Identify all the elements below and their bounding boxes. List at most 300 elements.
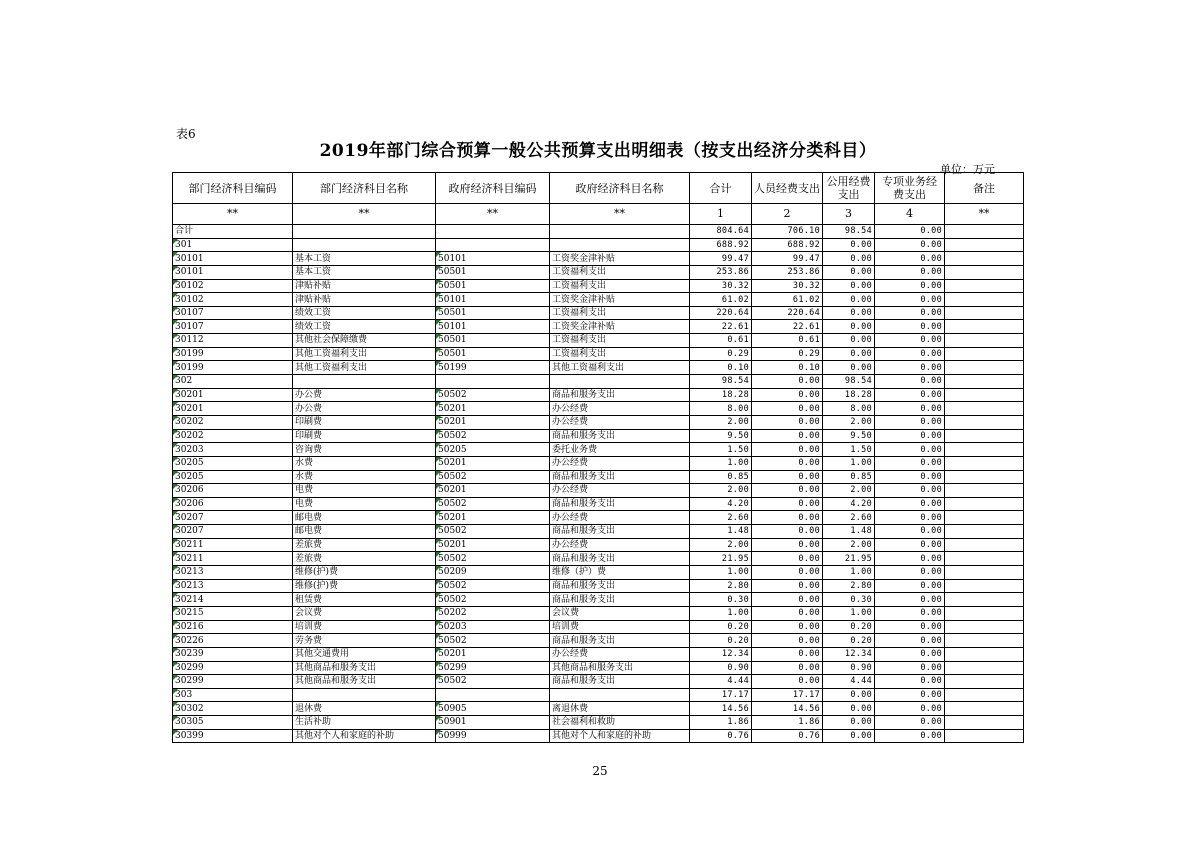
gov-name-cell: 工资福利支出 [550,334,690,348]
table-row [173,225,1024,239]
total-cell: 0.76 [690,729,752,743]
public-cell: 0.00 [823,306,875,320]
public-cell: 21.95 [823,552,875,566]
special-cell: 0.00 [875,415,945,429]
gov-name-cell: 工资福利支出 [550,279,690,293]
special-cell: 0.00 [875,593,945,607]
personnel-cell: 0.00 [752,497,823,511]
note-cell [945,552,1024,566]
dept-code-cell: 30215 [173,606,293,620]
table-row [173,593,1024,607]
special-cell: 0.00 [875,484,945,498]
dept-code-cell: 30101 [173,252,293,266]
note-cell [945,647,1024,661]
table-row [173,402,1024,416]
gov-name-cell: 商品和服务支出 [550,675,690,689]
gov-name-cell [550,238,690,252]
gov-code-cell [436,238,550,252]
special-cell: 0.00 [875,456,945,470]
public-cell: 0.20 [823,620,875,634]
table-row [173,456,1024,470]
dept-code-cell: 30206 [173,497,293,511]
table-row [173,634,1024,648]
dept-code-cell: 合计 [173,225,293,239]
personnel-cell: 0.29 [752,347,823,361]
subheader-cell: ** [173,204,293,225]
public-cell: 2.60 [823,511,875,525]
personnel-cell: 1.86 [752,716,823,730]
header-gov-code: 政府经济科目编码 [436,173,550,204]
dept-name-cell: 培训费 [293,620,436,634]
note-cell [945,293,1024,307]
note-cell [945,716,1024,730]
subheader-cell: 1 [690,204,752,225]
dept-code-cell: 30239 [173,647,293,661]
note-cell [945,634,1024,648]
gov-code-cell: 50502 [436,579,550,593]
dept-name-cell: 会议费 [293,606,436,620]
total-cell: 22.61 [690,320,752,334]
special-cell: 0.00 [875,675,945,689]
gov-code-cell: 50201 [436,402,550,416]
total-cell: 1.00 [690,456,752,470]
dept-name-cell: 维修(护)费 [293,566,436,580]
note-cell [945,566,1024,580]
special-cell: 0.00 [875,729,945,743]
gov-name-cell: 商品和服务支出 [550,388,690,402]
table-row [173,265,1024,279]
gov-code-cell: 50299 [436,661,550,675]
gov-code-cell: 50502 [436,675,550,689]
total-cell: 804.64 [690,225,752,239]
dept-name-cell: 其他社会保障缴费 [293,334,436,348]
dept-name-cell: 水费 [293,470,436,484]
total-cell: 1.86 [690,716,752,730]
personnel-cell: 0.61 [752,334,823,348]
dept-name-cell: 其他商品和服务支出 [293,661,436,675]
public-cell: 2.80 [823,579,875,593]
dept-code-cell: 30203 [173,443,293,457]
header-note: 备注 [945,173,1024,204]
personnel-cell: 0.00 [752,579,823,593]
public-cell: 98.54 [823,375,875,389]
personnel-cell: 0.00 [752,552,823,566]
table-row [173,306,1024,320]
gov-code-cell: 50101 [436,293,550,307]
personnel-cell: 0.00 [752,402,823,416]
public-cell: 4.20 [823,497,875,511]
special-cell: 0.00 [875,347,945,361]
note-cell [945,484,1024,498]
note-cell [945,361,1024,375]
note-cell [945,279,1024,293]
dept-code-cell: 30102 [173,293,293,307]
gov-code-cell: 50502 [436,593,550,607]
total-cell: 2.00 [690,415,752,429]
dept-code-cell: 303 [173,688,293,702]
public-cell: 2.00 [823,538,875,552]
dept-name-cell: 电费 [293,497,436,511]
special-cell: 0.00 [875,716,945,730]
public-cell: 0.00 [823,334,875,348]
subheader-cell: 3 [823,204,875,225]
dept-code-cell: 30101 [173,265,293,279]
total-cell: 2.00 [690,538,752,552]
total-cell: 21.95 [690,552,752,566]
table-row [173,579,1024,593]
personnel-cell: 0.00 [752,443,823,457]
gov-name-cell: 办公经费 [550,415,690,429]
note-cell [945,388,1024,402]
gov-code-cell [436,688,550,702]
public-cell: 98.54 [823,225,875,239]
dept-name-cell: 维修(护)费 [293,579,436,593]
special-cell: 0.00 [875,429,945,443]
gov-code-cell: 50502 [436,429,550,443]
personnel-cell: 0.00 [752,511,823,525]
special-cell: 0.00 [875,238,945,252]
dept-name-cell: 水费 [293,456,436,470]
gov-name-cell: 办公经费 [550,402,690,416]
dept-name-cell: 其他工资福利支出 [293,347,436,361]
dept-name-cell: 其他工资福利支出 [293,361,436,375]
dept-code-cell: 30299 [173,661,293,675]
personnel-cell: 0.00 [752,647,823,661]
note-cell [945,429,1024,443]
public-cell: 0.00 [823,716,875,730]
table-row [173,647,1024,661]
dept-name-cell: 租赁费 [293,593,436,607]
note-cell [945,579,1024,593]
special-cell: 0.00 [875,375,945,389]
note-cell [945,443,1024,457]
dept-name-cell: 退休费 [293,702,436,716]
gov-code-cell: 50501 [436,306,550,320]
dept-name-cell: 劳务费 [293,634,436,648]
special-cell: 0.00 [875,320,945,334]
total-cell: 2.00 [690,484,752,498]
gov-name-cell: 工资福利支出 [550,347,690,361]
note-cell [945,456,1024,470]
total-cell: 12.34 [690,647,752,661]
gov-name-cell: 商品和服务支出 [550,593,690,607]
unit-label: 单位：万元 [940,163,995,176]
dept-name-cell: 津贴补贴 [293,279,436,293]
table-row [173,347,1024,361]
gov-name-cell: 商品和服务支出 [550,634,690,648]
total-cell: 98.54 [690,375,752,389]
gov-name-cell: 培训费 [550,620,690,634]
table-row [173,525,1024,539]
gov-code-cell: 50201 [436,511,550,525]
note-cell [945,252,1024,266]
note-cell [945,225,1024,239]
dept-code-cell: 30201 [173,388,293,402]
gov-code-cell: 50502 [436,388,550,402]
public-cell: 0.00 [823,347,875,361]
personnel-cell: 30.32 [752,279,823,293]
personnel-cell: 14.56 [752,702,823,716]
special-cell: 0.00 [875,388,945,402]
personnel-cell: 0.00 [752,675,823,689]
gov-code-cell: 50201 [436,484,550,498]
gov-name-cell: 工资奖金津补贴 [550,252,690,266]
special-cell: 0.00 [875,306,945,320]
table-row [173,443,1024,457]
special-cell: 0.00 [875,279,945,293]
gov-code-cell [436,225,550,239]
total-cell: 14.56 [690,702,752,716]
gov-code-cell: 50203 [436,620,550,634]
dept-name-cell [293,688,436,702]
public-cell: 1.00 [823,566,875,580]
special-cell: 0.00 [875,688,945,702]
table-row [173,238,1024,252]
public-cell: 18.28 [823,388,875,402]
note-cell [945,675,1024,689]
personnel-cell: 0.00 [752,388,823,402]
table-row [173,361,1024,375]
table-number: 表6 [176,127,196,141]
note-cell [945,238,1024,252]
total-cell: 0.20 [690,620,752,634]
dept-code-cell: 30299 [173,675,293,689]
total-cell: 1.48 [690,525,752,539]
public-cell: 0.00 [823,702,875,716]
personnel-cell: 706.10 [752,225,823,239]
dept-name-cell [293,375,436,389]
note-cell [945,661,1024,675]
dept-name-cell: 基本工资 [293,252,436,266]
special-cell: 0.00 [875,252,945,266]
dept-name-cell: 差旅费 [293,538,436,552]
special-cell: 0.00 [875,511,945,525]
total-cell: 1.00 [690,606,752,620]
header-dept-name: 部门经济科目名称 [293,173,436,204]
personnel-cell: 688.92 [752,238,823,252]
special-cell: 0.00 [875,361,945,375]
special-cell: 0.00 [875,552,945,566]
dept-code-cell: 30205 [173,470,293,484]
special-cell: 0.00 [875,265,945,279]
dept-code-cell: 30201 [173,402,293,416]
special-cell: 0.00 [875,566,945,580]
personnel-cell: 0.00 [752,606,823,620]
dept-name-cell: 办公费 [293,388,436,402]
gov-name-cell [550,375,690,389]
note-cell [945,606,1024,620]
special-cell: 0.00 [875,443,945,457]
personnel-cell: 0.00 [752,634,823,648]
header-public: 公用经费支出 [823,173,875,204]
gov-code-cell: 50502 [436,470,550,484]
dept-code-cell: 30207 [173,511,293,525]
table-row [173,470,1024,484]
personnel-cell: 0.00 [752,456,823,470]
table-row [173,388,1024,402]
dept-name-cell: 差旅费 [293,552,436,566]
dept-name-cell: 咨询费 [293,443,436,457]
public-cell: 12.34 [823,647,875,661]
table-row [173,279,1024,293]
public-cell: 0.90 [823,661,875,675]
gov-name-cell: 其他商品和服务支出 [550,661,690,675]
dept-code-cell: 301 [173,238,293,252]
table-body [173,225,1024,743]
dept-code-cell: 30205 [173,456,293,470]
table-row [173,716,1024,730]
header-total: 合计 [690,173,752,204]
gov-code-cell: 50501 [436,334,550,348]
dept-name-cell [293,225,436,239]
header-row [173,173,1024,204]
gov-name-cell: 维修（护）费 [550,566,690,580]
total-cell: 1.00 [690,566,752,580]
gov-name-cell: 办公经费 [550,511,690,525]
total-cell: 253.86 [690,265,752,279]
table-row [173,538,1024,552]
dept-code-cell: 30226 [173,634,293,648]
total-cell: 8.00 [690,402,752,416]
personnel-cell: 61.02 [752,293,823,307]
total-cell: 0.10 [690,361,752,375]
table-row [173,293,1024,307]
header-gov-name: 政府经济科目名称 [550,173,690,204]
gov-name-cell: 工资奖金津补贴 [550,320,690,334]
table-row [173,484,1024,498]
gov-code-cell: 50502 [436,497,550,511]
table-row [173,729,1024,743]
dept-code-cell: 30107 [173,320,293,334]
note-cell [945,470,1024,484]
public-cell: 1.50 [823,443,875,457]
gov-name-cell: 其他工资福利支出 [550,361,690,375]
public-cell: 1.48 [823,525,875,539]
gov-code-cell: 50209 [436,566,550,580]
total-cell: 9.50 [690,429,752,443]
total-cell: 0.30 [690,593,752,607]
dept-code-cell: 30199 [173,347,293,361]
gov-code-cell: 50905 [436,702,550,716]
gov-name-cell: 工资福利支出 [550,306,690,320]
gov-code-cell: 50205 [436,443,550,457]
table-row [173,252,1024,266]
dept-name-cell: 其他商品和服务支出 [293,675,436,689]
dept-name-cell: 办公费 [293,402,436,416]
gov-code-cell: 50999 [436,729,550,743]
total-cell: 1.50 [690,443,752,457]
gov-name-cell: 商品和服务支出 [550,470,690,484]
note-cell [945,375,1024,389]
dept-code-cell: 30107 [173,306,293,320]
dept-code-cell: 30211 [173,552,293,566]
gov-code-cell: 50502 [436,525,550,539]
public-cell: 2.00 [823,415,875,429]
personnel-cell: 0.00 [752,415,823,429]
dept-name-cell: 印刷费 [293,429,436,443]
gov-name-cell: 委托业务费 [550,443,690,457]
dept-name-cell: 印刷费 [293,415,436,429]
note-cell [945,511,1024,525]
special-cell: 0.00 [875,634,945,648]
table-row [173,511,1024,525]
special-cell: 0.00 [875,470,945,484]
public-cell: 0.00 [823,279,875,293]
total-cell: 4.44 [690,675,752,689]
special-cell: 0.00 [875,497,945,511]
gov-code-cell: 50502 [436,634,550,648]
total-cell: 4.20 [690,497,752,511]
gov-name-cell: 商品和服务支出 [550,429,690,443]
note-cell [945,306,1024,320]
gov-code-cell: 50501 [436,279,550,293]
gov-code-cell: 50201 [436,538,550,552]
gov-name-cell: 离退休费 [550,702,690,716]
total-cell: 0.29 [690,347,752,361]
dept-code-cell: 30399 [173,729,293,743]
public-cell: 0.00 [823,265,875,279]
dept-name-cell: 其他对个人和家庭的补助 [293,729,436,743]
dept-name-cell: 生活补助 [293,716,436,730]
dept-code-cell: 30202 [173,415,293,429]
table-row [173,429,1024,443]
gov-name-cell: 工资福利支出 [550,265,690,279]
special-cell: 0.00 [875,293,945,307]
header-dept-code: 部门经济科目编码 [173,173,293,204]
gov-code-cell: 50199 [436,361,550,375]
special-cell: 0.00 [875,525,945,539]
dept-code-cell: 30207 [173,525,293,539]
public-cell: 0.30 [823,593,875,607]
dept-name-cell [293,238,436,252]
table-row [173,375,1024,389]
table-row [173,702,1024,716]
personnel-cell: 0.00 [752,484,823,498]
subheader-cell: 2 [752,204,823,225]
public-cell: 0.00 [823,688,875,702]
dept-code-cell: 30214 [173,593,293,607]
personnel-cell: 0.00 [752,538,823,552]
personnel-cell: 99.47 [752,252,823,266]
gov-code-cell: 50201 [436,415,550,429]
gov-name-cell [550,225,690,239]
note-cell [945,320,1024,334]
page-number: 25 [592,764,608,778]
dept-code-cell: 30202 [173,429,293,443]
gov-name-cell: 工资奖金津补贴 [550,293,690,307]
public-cell: 0.00 [823,320,875,334]
gov-code-cell: 50101 [436,320,550,334]
gov-code-cell: 50901 [436,716,550,730]
gov-name-cell [550,688,690,702]
gov-name-cell: 商品和服务支出 [550,579,690,593]
total-cell: 30.32 [690,279,752,293]
gov-code-cell: 50201 [436,647,550,661]
subheader-cell: ** [945,204,1024,225]
dept-name-cell: 绩效工资 [293,320,436,334]
dept-code-cell: 30199 [173,361,293,375]
total-cell: 0.85 [690,470,752,484]
public-cell: 0.00 [823,238,875,252]
public-cell: 9.50 [823,429,875,443]
dept-name-cell: 邮电费 [293,525,436,539]
table-row [173,688,1024,702]
gov-code-cell: 50501 [436,347,550,361]
total-cell: 2.60 [690,511,752,525]
gov-code-cell: 50201 [436,456,550,470]
dept-code-cell: 30211 [173,538,293,552]
gov-name-cell: 商品和服务支出 [550,525,690,539]
